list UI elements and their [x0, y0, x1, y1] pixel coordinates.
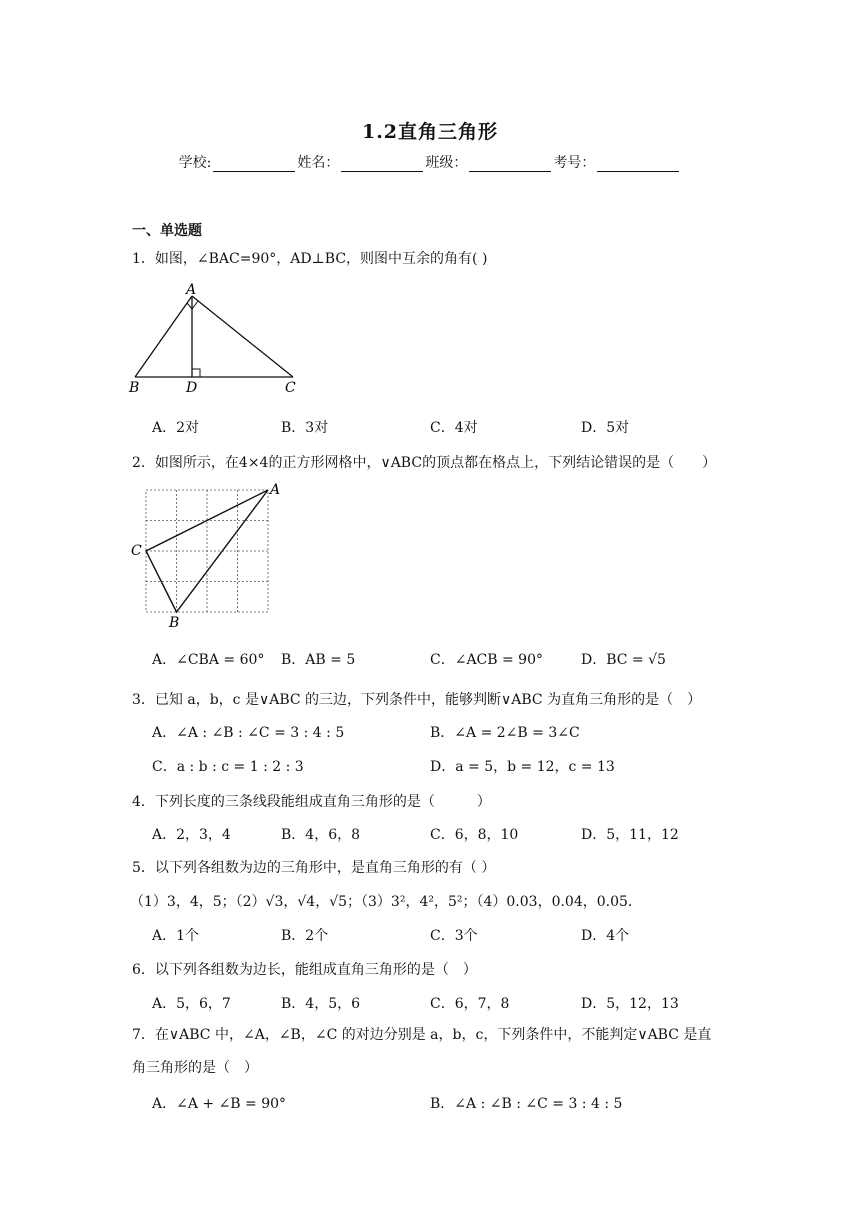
grid-4x4 — [146, 490, 268, 612]
q7-option-b[interactable]: B．∠A : ∠B : ∠C = 3 : 4 : 5 — [430, 1096, 623, 1112]
question-2-text: 2．如图所示，在4×4的正方形网格中，∨ABC的顶点都在格点上，下列结论错误的是（ ） — [132, 455, 717, 471]
q5-option-d[interactable]: D．4个 — [581, 928, 630, 944]
q4-option-b[interactable]: B．4，6，8 — [281, 827, 361, 843]
label-c: C — [131, 543, 142, 559]
school-blank[interactable] — [213, 157, 295, 172]
q6-option-b[interactable]: B．4，5，6 — [281, 996, 361, 1012]
q2-option-a[interactable]: A．∠CBA = 60° — [152, 652, 265, 668]
q6-option-d[interactable]: D．5，12，13 — [581, 996, 679, 1012]
exam-no-blank[interactable] — [597, 157, 679, 172]
class-blank[interactable] — [469, 157, 551, 172]
q4-option-c[interactable]: C．6，8，10 — [430, 827, 519, 843]
question-1-text: 1．如图，∠BAC=90°，AD⊥BC，则图中互余的角有( ) — [132, 251, 488, 267]
q5-option-a[interactable]: A．1个 — [152, 928, 200, 944]
question-5-text: 5．以下列各组数为边的三角形中，是直角三角形的有（ ） — [132, 860, 496, 876]
student-info-row — [0, 152, 860, 172]
section-heading: 一、单选题 — [132, 223, 202, 239]
q3-option-d[interactable]: D．a = 5，b = 12，c = 13 — [430, 759, 615, 775]
label-b: B — [129, 380, 140, 395]
label-c: C — [285, 380, 296, 395]
q2-option-d[interactable]: D．BC = √5 — [581, 652, 666, 668]
q6-option-a[interactable]: A．5，6，7 — [152, 996, 231, 1012]
name-label: 姓名： — [297, 155, 340, 171]
question-4-text: 4．下列长度的三条线段能组成直角三角形的是（ ） — [132, 794, 491, 810]
question-3-text: 3．已知 a，b，c 是∨ABC 的三边，下列条件中，能够判断∨ABC 为直角三角形的是（ ） — [132, 692, 702, 708]
question-1-figure — [125, 280, 305, 395]
class-label: 班级： — [425, 155, 468, 171]
question-7-text-continued: 角三角形的是（ ） — [132, 1060, 258, 1076]
exam-no-label: 考号： — [553, 155, 596, 171]
q4-option-a[interactable]: A．2，3，4 — [152, 827, 231, 843]
q7-option-a[interactable]: A．∠A + ∠B = 90° — [152, 1096, 287, 1112]
label-a: A — [270, 482, 281, 498]
q3-option-c[interactable]: C．a : b : c = 1 : 2 : 3 — [152, 759, 304, 775]
segment-ac — [192, 296, 293, 377]
q5-option-c[interactable]: C．3个 — [430, 928, 478, 944]
q1-option-b[interactable]: B．3对 — [281, 420, 329, 436]
question-5-subitems: （1）3，4，5；（2）√3，√4，√5；（3）3²，4²，5²；（4）0.03，0.04，0.05． — [130, 894, 642, 910]
name-blank[interactable] — [341, 157, 423, 172]
q3-option-a[interactable]: A．∠A : ∠B : ∠C = 3 : 4 : 5 — [152, 725, 345, 741]
label-a: A — [186, 282, 197, 298]
q4-option-d[interactable]: D．5，11，12 — [581, 827, 679, 843]
q6-option-c[interactable]: C．6，7，8 — [430, 996, 510, 1012]
q1-option-d[interactable]: D．5对 — [581, 420, 630, 436]
q1-option-c[interactable]: C．4对 — [430, 420, 478, 436]
label-b: B — [169, 615, 180, 630]
question-6-text: 6．以下列各组数为边长，能组成直角三角形的是（ ） — [132, 962, 477, 978]
question-7-text: 7．在∨ABC 中，∠A，∠B，∠C 的对边分别是 a，b，c，下列条件中，不能判定∨ABC 是直 — [132, 1027, 712, 1043]
right-angle-mark-d — [192, 369, 200, 377]
page-title: 1.2直角三角形 — [361, 121, 499, 143]
question-2-figure — [128, 478, 288, 630]
q5-option-b[interactable]: B．2个 — [281, 928, 329, 944]
school-label: 学校: — [178, 155, 212, 171]
q2-option-b[interactable]: B．AB = 5 — [281, 652, 356, 668]
label-d: D — [186, 380, 198, 395]
q1-option-a[interactable]: A．2对 — [152, 420, 200, 436]
q2-option-c[interactable]: C．∠ACB = 90° — [430, 652, 543, 668]
segment-ab — [135, 296, 192, 377]
q3-option-b[interactable]: B．∠A = 2∠B = 3∠C — [430, 725, 580, 741]
